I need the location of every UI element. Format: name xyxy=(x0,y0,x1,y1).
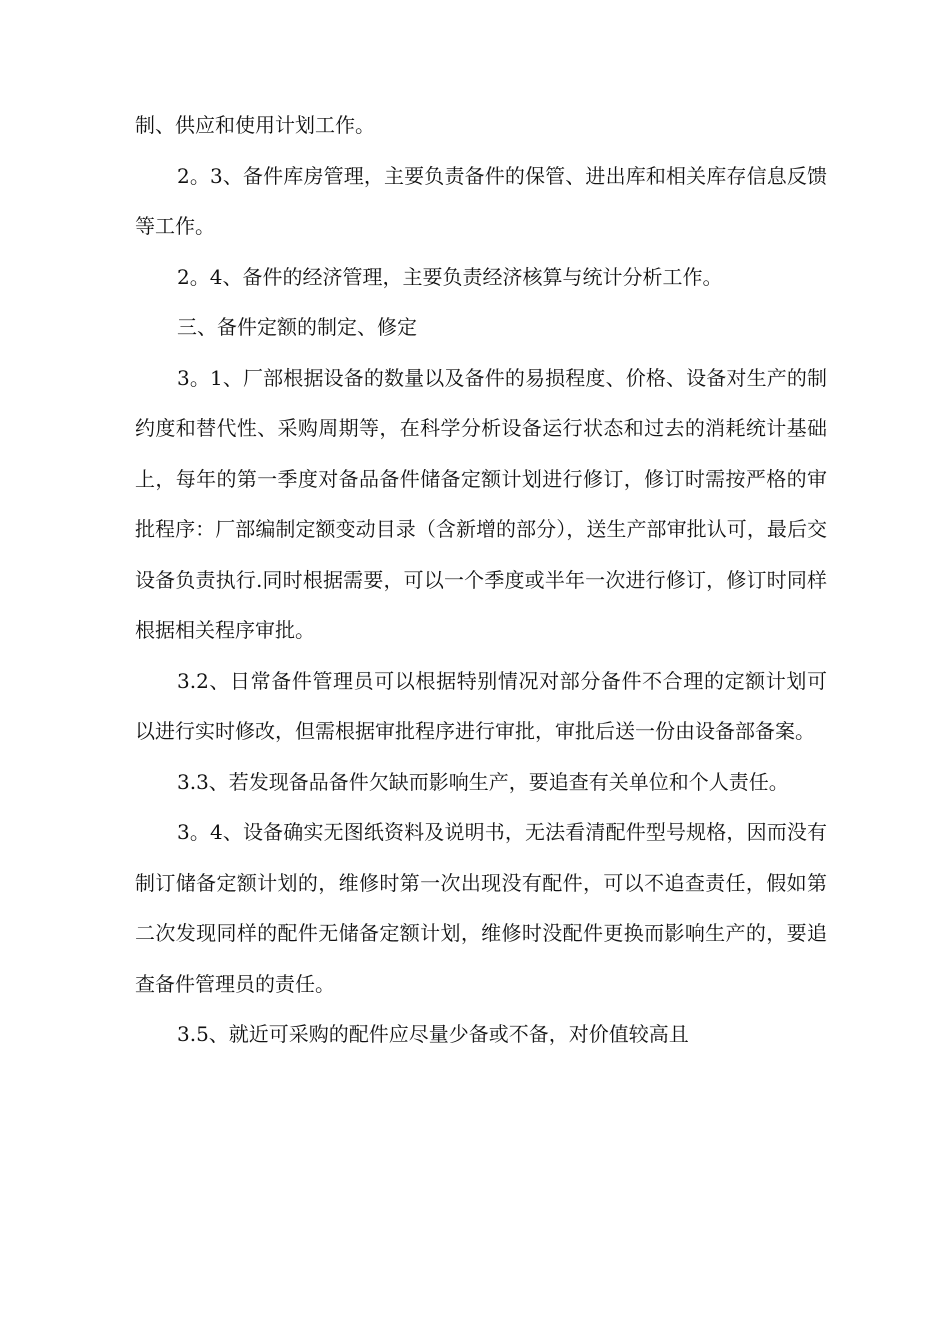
paragraph-continuation: 制、供应和使用计划工作。 xyxy=(135,113,375,137)
paragraph-3-2: 3.2、日常备件管理员可以根据特别情况对部分备件不合理的定额计划可以进行实时修改，但需根据审批程序进行审批，审批后送一份由设备部备案。 xyxy=(135,668,827,743)
paragraph-3-4: 3。4、设备确实无图纸资料及说明书，无法看清配件型号规格，因而没有制订储备定额计划的，维修时第一次出现没有配件，可以不追查责任，假如第二次发现同样的配件无储备定额计划，维修时没配件更换而影响生产的，要追查备件管理员的责任。 xyxy=(135,820,827,996)
paragraph-3-1: 3。1、厂部根据设备的数量以及备件的易损程度、价格、设备对生产的制约度和替代性、采购周期等，在科学分析设备运行状态和过去的消耗统计基础上，每年的第一季度对备品备件储备定额计划进行修订，修订时需按严格的审批程序：厂部编制定额变动目录（含新增的部分），送生产部审批认可，最后交设备负责执行.同时根据需要，可以一个季度或半年一次进行修订，修订时同样根据相关程序审批。 xyxy=(135,365,827,642)
document-body xyxy=(135,100,827,1060)
section-heading-3: 三、备件定额的制定、修定 xyxy=(177,315,417,339)
paragraph-3-5: 3.5、就近可采购的配件应尽量少备或不备，对价值较高且 xyxy=(177,1022,689,1046)
paragraph-2-4: 2。4、备件的经济管理，主要负责经济核算与统计分析工作。 xyxy=(177,264,723,289)
paragraph-2-3: 2。3、备件库房管理，主要负责备件的保管、进出库和相关库存信息反馈等工作。 xyxy=(135,163,827,238)
paragraph-3-3: 3.3、若发现备品备件欠缺而影响生产，要追查有关单位和个人责任。 xyxy=(177,769,789,794)
